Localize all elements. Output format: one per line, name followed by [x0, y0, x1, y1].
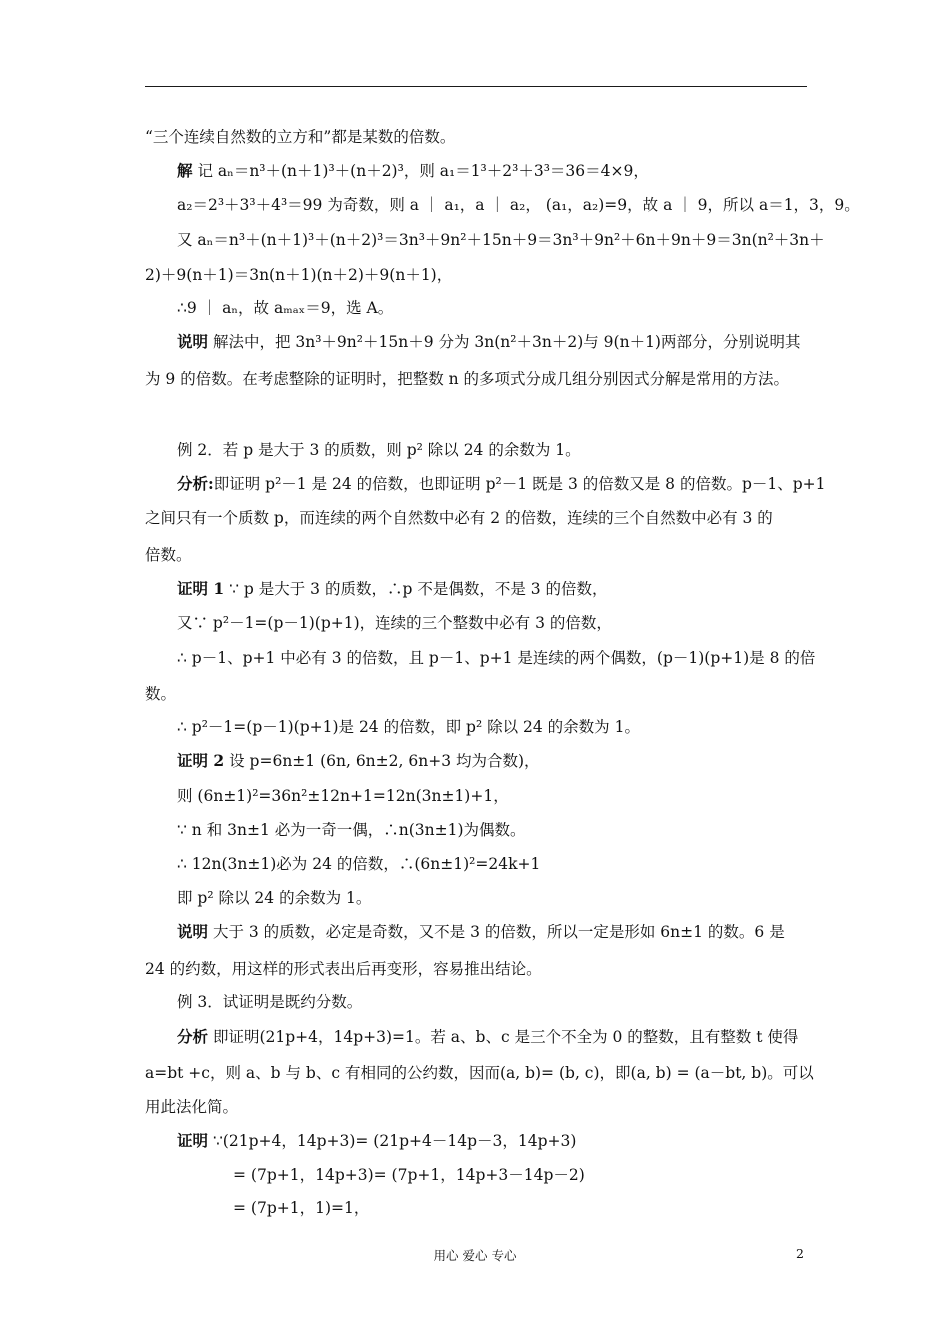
text-line: 证明 ∵(21p+4，14p+3)= (21p+4－14p－3，14p+3) [177, 1131, 577, 1150]
text-line: 24 的约数，用这样的形式表出后再变形，容易推出结论。 [145, 960, 542, 978]
text-line: 例 3．试证明是既约分数。 [177, 993, 363, 1011]
text-line: = (7p+1，14p+3)= (7p+1，14p+3－14p－2) [233, 1166, 585, 1184]
text-line: ∴ p²－1=(p－1)(p+1)是 24 的倍数，即 p² 除以 24 的余数为 1。 [177, 718, 640, 736]
text-line: 数。 [145, 685, 177, 703]
text-line: 倍数。 [145, 546, 192, 564]
keyword-label: 说明 [177, 922, 209, 941]
text-line: ∴ 12n(3n±1)必为 24 的倍数，∴(6n±1)²=24k+1 [177, 855, 541, 873]
text-line: 例 2．若 p 是大于 3 的质数，则 p² 除以 24 的余数为 1。 [177, 441, 581, 459]
keyword-label: 解 [177, 161, 193, 180]
text-line: 又∵ p²－1=(p－1)(p+1)，连续的三个整数中必有 3 的倍数， [177, 614, 612, 632]
text-line: “三个连续自然数的立方和”都是某数的倍数。 [145, 128, 456, 146]
text-line: ∴ p－1、p+1 中必有 3 的倍数，且 p－1、p+1 是连续的两个偶数，(p－1)(p+1)是 8 的倍 [177, 649, 816, 667]
text-line: 说明 大于 3 的质数，必定是奇数，又不是 3 的倍数，所以一定是形如 6n±1 的数。6 是 [177, 922, 785, 941]
keyword-label: 证明 [177, 1131, 209, 1150]
text-line: ∵ n 和 3n±1 必为一奇一偶，∴n(3n±1)为偶数。 [177, 821, 526, 839]
keyword-label: 证明 2 [177, 751, 225, 770]
text-line: 则 (6n±1)²=36n²±12n+1=12n(3n±1)+1， [177, 787, 509, 805]
text-line: 证明 2 设 p=6n±1 (6n, 6n±2, 6n+3 均为合数)， [177, 751, 540, 770]
text-line: 用此法化简。 [145, 1098, 239, 1116]
text-line: 解 记 aₙ＝n³＋(n＋1)³＋(n＋2)³，则 a₁＝1³＋2³＋3³＝36＝4×9， [177, 161, 649, 180]
text-line: 2)＋9(n＋1)＝3n(n＋1)(n＋2)＋9(n＋1)， [145, 266, 453, 284]
text-line: = (7p+1，1)=1， [233, 1199, 370, 1217]
text-line: a=bt +c，则 a、b 与 b、c 有相同的公约数，因而(a, b)= (b, c)，即(a, b) = (a－bt, b)。可以 [145, 1064, 814, 1082]
text-line: 又 aₙ＝n³＋(n＋1)³＋(n＋2)³＝3n³＋9n²＋15n＋9＝3n³＋9n²＋6n＋9n＋9＝3n(n²＋3n＋ [177, 231, 825, 249]
text-line: 分析:即证明 p²－1 是 24 的倍数，也即证明 p²－1 既是 3 的倍数又是 8 的倍数。p－1、p+1 [177, 474, 826, 493]
keyword-label: 分析 [177, 1027, 209, 1046]
text-line: 之间只有一个质数 p，而连续的两个自然数中必有 2 的倍数，连续的三个自然数中必有 3 的 [145, 509, 773, 527]
text-line: 说明 解法中，把 3n³＋9n²＋15n＋9 分为 3n(n²＋3n＋2)与 9(n＋1)两部分，分别说明其 [177, 332, 801, 351]
page-number: 2 [796, 1246, 804, 1261]
text-line: 即 p² 除以 24 的余数为 1。 [177, 889, 372, 907]
text-line: 为 9 的倍数。在考虑整除的证明时，把整数 n 的多项式分成几组分别因式分解是常用的方法。 [145, 370, 790, 388]
keyword-label: 分析: [177, 474, 214, 493]
header-rule [145, 86, 807, 87]
text-line: 证明 1 ∵ p 是大于 3 的质数，∴p 不是偶数，不是 3 的倍数， [177, 579, 608, 598]
footer-text: 用心 爱心 专心 [433, 1248, 517, 1263]
keyword-label: 证明 1 [177, 579, 225, 598]
text-line: a₂＝2³＋3³＋4³＝99 为奇数，则 a ｜ a₁，a ｜ a₂， (a₁，a₂)=9，故 a ｜ 9，所以 a＝1，3，9。 [177, 196, 860, 214]
text-line: ∴9 ｜ aₙ，故 aₘₐₓ＝9，选 A。 [177, 299, 394, 317]
text-line: 分析 即证明(21p+4，14p+3)=1。若 a、b、c 是三个不全为 0 的整数，且有整数 t 使得 [177, 1027, 799, 1046]
keyword-label: 说明 [177, 332, 209, 351]
